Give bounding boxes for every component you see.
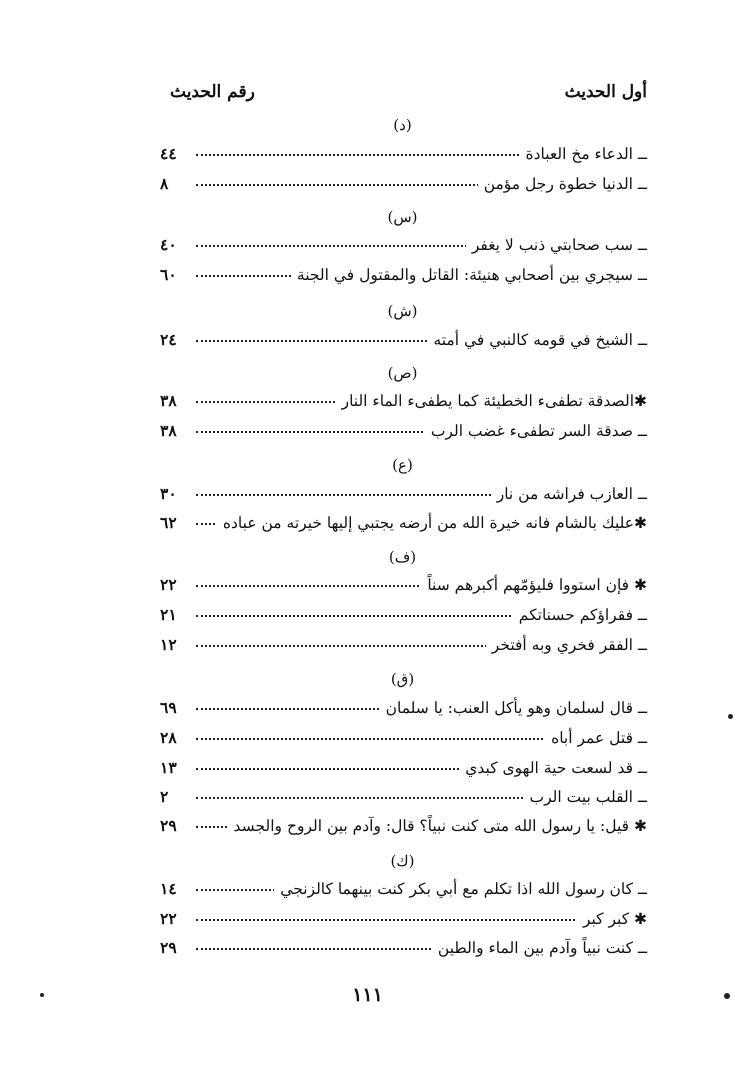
entry-text: ــ سيجري بين أصحابي هنيئة: القاتل والمقتول في الجنة	[291, 262, 647, 288]
scan-speck	[724, 993, 730, 999]
index-entry	[160, 171, 647, 197]
entry-text: ــ قتل عمر أباه	[545, 725, 647, 751]
index-entry	[160, 632, 647, 658]
section-letter: (ع)	[392, 456, 413, 474]
entry-text: ــ فقراؤكم حسناتكم	[513, 602, 647, 628]
entry-number: ٤٤	[160, 144, 177, 163]
index-entry	[160, 695, 647, 721]
entry-number: ٤٠	[160, 235, 177, 254]
entry-number: ٨	[160, 174, 169, 193]
entry-text: ــ كنت نبياً وآدم بين الماء والطين	[432, 935, 647, 961]
entry-number: ٢٢	[160, 909, 177, 928]
entry-number: ١٤	[160, 879, 177, 898]
entry-text: ــ العازب فراشه من نار	[491, 481, 647, 507]
section-letter: (س)	[387, 208, 418, 226]
entry-number: ١٢	[160, 635, 177, 654]
section-letter: (ف)	[388, 548, 417, 566]
entry-text: ــ قد لسعت حية الهوى كبدي	[459, 755, 647, 781]
section-letter: (ق)	[390, 670, 415, 688]
index-entry	[160, 572, 647, 598]
entry-number: ٢٢	[160, 575, 177, 594]
index-entry	[160, 262, 647, 288]
scan-speck	[728, 714, 733, 719]
entry-text: ✱ فإن استووا فليؤمّهم أكبرهم سناً	[421, 572, 647, 598]
index-entry	[160, 232, 647, 258]
entry-number: ٦٢	[160, 513, 177, 532]
section-letter: (ش)	[387, 302, 418, 320]
entry-number: ٦٠	[160, 265, 177, 284]
entry-text: ــ الفقر فخري وبه أفتخر	[486, 632, 647, 658]
scan-speck	[40, 993, 44, 997]
entry-number: ٣٨	[160, 391, 177, 410]
entry-text: ✱الصدقة تطفىء الخطيئة كما يطفىء الماء النار	[336, 388, 647, 414]
entry-number: ٣٠	[160, 484, 177, 503]
entry-text: ✱ قيل: يا رسول الله متى كنت نبياً؟ قال: وآدم بين الروح والجسد	[228, 813, 647, 839]
section-letter: (ك)	[390, 852, 415, 870]
entry-number: ١٣	[160, 758, 177, 777]
section-letter: (د)	[393, 116, 412, 134]
entry-number: ٢١	[160, 605, 177, 624]
index-entry	[160, 510, 647, 536]
index-entry	[160, 481, 647, 507]
entry-number: ٢٩	[160, 816, 177, 835]
index-entry	[160, 388, 647, 414]
entry-text: ✱عليك بالشام فانه خيرة الله من أرضه يجتبي إليها خيرته من عباده	[217, 510, 647, 536]
entry-text: ــ القلب بيت الرب	[524, 784, 647, 810]
index-entry	[160, 418, 647, 444]
entry-number: ٢٨	[160, 728, 177, 747]
entry-text: ــ الدعاء مخ العبادة	[519, 141, 647, 167]
entry-number: ٢٩	[160, 938, 177, 957]
index-entry	[160, 725, 647, 751]
index-entry	[160, 935, 647, 961]
first-of-hadith-header: أول الحديث	[564, 82, 647, 102]
index-entry	[160, 876, 647, 902]
section-letter: (ص)	[387, 364, 418, 382]
entry-number: ٣٨	[160, 421, 177, 440]
entry-text: ✱ كبر كبر	[577, 906, 647, 932]
index-entry	[160, 327, 647, 353]
entry-text: ــ قال لسلمان وهو يأكل العنب: يا سلمان	[380, 695, 647, 721]
entry-number: ٢٤	[160, 330, 177, 349]
index-entry	[160, 141, 647, 167]
page-number: ١١١	[352, 984, 383, 1006]
index-entry	[160, 755, 647, 781]
entry-text: ــ الدنيا خطوة رجل مؤمن	[478, 171, 647, 197]
entry-number: ٢	[160, 787, 169, 806]
entry-number: ٦٩	[160, 698, 177, 717]
entry-text: ــ الشيخ في قومه كالنبي في أمته	[427, 327, 647, 353]
index-entry	[160, 906, 647, 932]
index-entry	[160, 784, 647, 810]
index-entry	[160, 813, 647, 839]
entry-text: ــ سب صحابتي ذنب لا يغفر	[466, 232, 647, 258]
hadith-number-header: رقم الحديث	[170, 82, 255, 102]
entry-text: ــ صدقة السر تطفىء غضب الرب	[425, 418, 647, 444]
entry-text: ــ كان رسول الله اذا تكلم مع أبي بكر كنت بينهما كالزنجي	[274, 876, 647, 902]
index-entry	[160, 602, 647, 628]
